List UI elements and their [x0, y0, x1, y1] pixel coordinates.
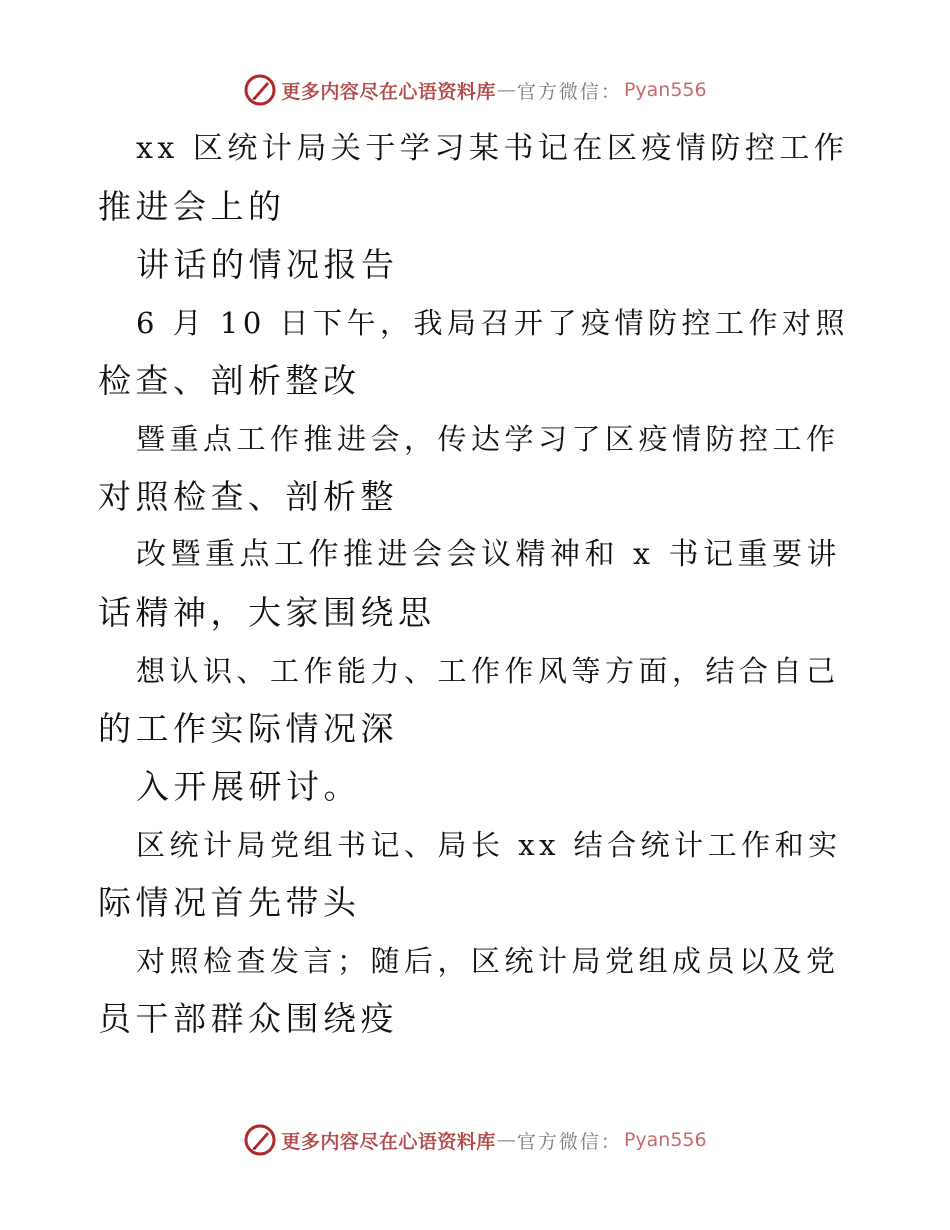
text-line: 讲话的情况报告 [136, 245, 399, 284]
text-line: xx 区统计局关于学习某书记在区疫情防控工作 [136, 131, 849, 166]
watermark-dash: — [496, 79, 516, 101]
text-line: 入开展研讨。 [136, 767, 361, 806]
watermark-dash: — [496, 1129, 516, 1151]
text-line: 检查、剖析整改 [98, 361, 361, 400]
watermark-wechat-id: Pyan556 [623, 1129, 707, 1151]
footer-watermark [0, 1120, 950, 1160]
watermark-main-text: 更多内容尽在心语资料库 [281, 80, 496, 103]
text-line: 话精神，大家围绕思 [98, 593, 436, 632]
watermark-label: 官方微信： [516, 80, 622, 103]
header-watermark [0, 70, 950, 110]
text-line: 区统计局党组书记、局长 xx 结合统计工作和实 [136, 828, 842, 862]
text-line: 员干部群众围绕疫 [98, 999, 398, 1038]
watermark-wechat-id: Pyan556 [623, 79, 707, 101]
watermark-main-text: 更多内容尽在心语资料库 [281, 1130, 496, 1153]
text-line: 暨重点工作推进会，传达学习了区疫情防控工作 [136, 422, 840, 456]
watermark-label: 官方微信： [516, 1130, 622, 1153]
text-line: 对照检查发言；随后，区统计局党组成员以及党 [136, 944, 840, 978]
text-line: 改暨重点工作推进会会议精神和 x 书记重要讲 [136, 537, 841, 572]
text-line: 的工作实际情况深 [98, 709, 398, 748]
text-line: 想认识、工作能力、工作作风等方面，结合自己 [136, 654, 840, 688]
document-body [98, 120, 858, 1048]
quill-logo-icon [243, 1123, 277, 1157]
quill-logo-icon [243, 73, 277, 107]
text-line: 际情况首先带头 [98, 883, 361, 922]
text-line: 推进会上的 [98, 187, 286, 226]
text-line: 对照检查、剖析整 [98, 477, 398, 516]
text-line: 6 月 10 日下午，我局召开了疫情防控工作对照 [136, 306, 850, 340]
